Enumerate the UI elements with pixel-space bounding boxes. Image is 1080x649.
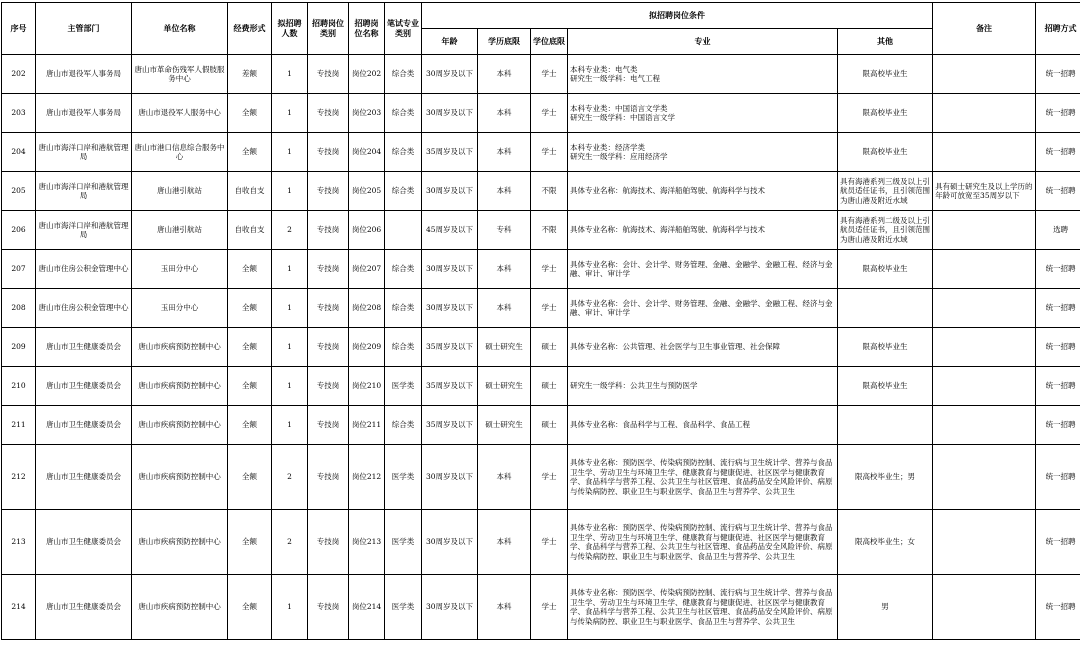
cell-remark [933, 55, 1036, 94]
cell-seq: 207 [2, 250, 36, 289]
cell-other: 具有海港系列二级及以上引航员适任证书，且引领范围为唐山港及附近水域 [838, 211, 933, 250]
cell-post-name: 岗位211 [349, 406, 385, 445]
cell-degree: 不限 [531, 172, 568, 211]
cell-method: 统一招聘 [1036, 406, 1080, 445]
cell-age: 30周岁及以下 [422, 575, 478, 640]
cell-post-type: 专技岗 [308, 445, 349, 510]
table-row [2, 55, 1080, 94]
cell-post-name: 岗位210 [349, 367, 385, 406]
cell-dept: 唐山市退役军人事务局 [36, 55, 132, 94]
cell-funding: 全额 [228, 133, 272, 172]
table-body [2, 55, 1080, 640]
cell-exam: 医学类 [385, 575, 422, 640]
cell-dept: 唐山市卫生健康委员会 [36, 445, 132, 510]
cell-unit: 唐山市疾病预防控制中心 [132, 575, 228, 640]
cell-funding: 自收自支 [228, 172, 272, 211]
cell-other: 限高校毕业生 [838, 367, 933, 406]
cell-remark [933, 94, 1036, 133]
cell-seq: 202 [2, 55, 36, 94]
cell-major: 具体专业名称：预防医学、传染病预防控制、流行病与卫生统计学、营养与食品卫生学、劳动卫生与环境卫生学、健康教育与健康促进、社区医学与健康教育学、食品科学与营养工程、公共卫生与社区管理、食品药品安全风险评价、病原与传染病防控、职业卫生与职业医学、食品卫生与营养学、公共卫生 [568, 510, 838, 575]
cell-funding: 全额 [228, 289, 272, 328]
cell-post-type: 专技岗 [308, 133, 349, 172]
cell-funding: 自收自支 [228, 211, 272, 250]
recruitment-table [1, 2, 1080, 640]
cell-major: 具体专业名称：预防医学、传染病预防控制、流行病与卫生统计学、营养与食品卫生学、劳动卫生与环境卫生学、健康教育与健康促进、社区医学与健康教育学、食品科学与营养工程、公共卫生与社区管理、食品药品安全风险评价、病原与传染病防控、职业卫生与职业医学、食品卫生与营养学、公共卫生 [568, 575, 838, 640]
cell-remark [933, 510, 1036, 575]
cell-count: 1 [272, 575, 308, 640]
header-post-name: 招聘岗位名称 [349, 3, 385, 55]
cell-count: 1 [272, 133, 308, 172]
table-row [2, 510, 1080, 575]
cell-exam: 综合类 [385, 328, 422, 367]
cell-count: 1 [272, 172, 308, 211]
table-row [2, 367, 1080, 406]
cell-edu: 专科 [478, 211, 531, 250]
cell-post-name: 岗位209 [349, 328, 385, 367]
cell-seq: 210 [2, 367, 36, 406]
header-edu: 学历底限 [478, 29, 531, 55]
cell-remark [933, 211, 1036, 250]
cell-other: 限高校毕业生；男 [838, 445, 933, 510]
cell-post-type: 专技岗 [308, 406, 349, 445]
cell-count: 1 [272, 250, 308, 289]
cell-dept: 唐山市退役军人事务局 [36, 94, 132, 133]
cell-post-type: 专技岗 [308, 367, 349, 406]
cell-post-type: 专技岗 [308, 172, 349, 211]
cell-dept: 唐山市住房公积金管理中心 [36, 289, 132, 328]
cell-dept: 唐山市卫生健康委员会 [36, 510, 132, 575]
cell-post-type: 专技岗 [308, 575, 349, 640]
cell-post-name: 岗位203 [349, 94, 385, 133]
header-exam: 笔试专业类别 [385, 3, 422, 55]
cell-dept: 唐山市海洋口岸和港航管理局 [36, 172, 132, 211]
cell-degree: 学士 [531, 575, 568, 640]
cell-other: 限高校毕业生 [838, 55, 933, 94]
cell-edu: 本科 [478, 289, 531, 328]
cell-unit: 唐山市革命伤残军人假肢服务中心 [132, 55, 228, 94]
cell-dept: 唐山市卫生健康委员会 [36, 575, 132, 640]
header-dept: 主管部门 [36, 3, 132, 55]
cell-method: 统一招聘 [1036, 250, 1080, 289]
cell-other: 限高校毕业生 [838, 328, 933, 367]
cell-degree: 硕士 [531, 367, 568, 406]
cell-major: 具体专业名称：航海技术、海洋船舶驾驶、航海科学与技术 [568, 211, 838, 250]
cell-seq: 208 [2, 289, 36, 328]
cell-edu: 本科 [478, 510, 531, 575]
cell-exam [385, 211, 422, 250]
cell-remark: 具有硕士研究生及以上学历的年龄可放宽至35周岁以下 [933, 172, 1036, 211]
cell-other [838, 289, 933, 328]
cell-other: 限高校毕业生 [838, 250, 933, 289]
cell-age: 30周岁及以下 [422, 172, 478, 211]
cell-edu: 本科 [478, 250, 531, 289]
table-row [2, 133, 1080, 172]
cell-remark [933, 575, 1036, 640]
cell-major: 具体专业名称：会计、会计学、财务管理、金融、金融学、金融工程、经济与金融、审计、审计学 [568, 250, 838, 289]
cell-funding: 全额 [228, 367, 272, 406]
cell-exam: 综合类 [385, 172, 422, 211]
cell-method: 统一招聘 [1036, 510, 1080, 575]
cell-major: 具体专业名称：航海技术、海洋船舶驾驶、航海科学与技术 [568, 172, 838, 211]
cell-edu: 本科 [478, 172, 531, 211]
cell-age: 35周岁及以下 [422, 328, 478, 367]
cell-post-name: 岗位205 [349, 172, 385, 211]
cell-method: 选聘 [1036, 211, 1080, 250]
cell-age: 35周岁及以下 [422, 367, 478, 406]
table-row [2, 406, 1080, 445]
cell-degree: 学士 [531, 250, 568, 289]
cell-post-name: 岗位208 [349, 289, 385, 328]
cell-major: 具体专业名称：食品科学与工程、食品科学、食品工程 [568, 406, 838, 445]
cell-post-type: 专技岗 [308, 250, 349, 289]
cell-exam: 综合类 [385, 94, 422, 133]
cell-post-type: 专技岗 [308, 55, 349, 94]
cell-remark [933, 406, 1036, 445]
cell-remark [933, 289, 1036, 328]
cell-seq: 214 [2, 575, 36, 640]
cell-post-name: 岗位204 [349, 133, 385, 172]
cell-major: 本科专业类：中国语言文学类 研究生一级学科：中国语言文学 [568, 94, 838, 133]
cell-major: 本科专业类：经济学类 研究生一级学科：应用经济学 [568, 133, 838, 172]
cell-remark [933, 367, 1036, 406]
cell-edu: 本科 [478, 133, 531, 172]
cell-dept: 唐山市海洋口岸和港航管理局 [36, 211, 132, 250]
cell-edu: 硕士研究生 [478, 367, 531, 406]
cell-method: 统一招聘 [1036, 172, 1080, 211]
cell-count: 2 [272, 211, 308, 250]
cell-degree: 学士 [531, 510, 568, 575]
cell-edu: 本科 [478, 575, 531, 640]
cell-post-name: 岗位212 [349, 445, 385, 510]
cell-post-name: 岗位206 [349, 211, 385, 250]
cell-count: 2 [272, 445, 308, 510]
cell-degree: 硕士 [531, 328, 568, 367]
cell-exam: 综合类 [385, 133, 422, 172]
table-row [2, 328, 1080, 367]
cell-remark [933, 133, 1036, 172]
cell-other: 限高校毕业生 [838, 94, 933, 133]
cell-remark [933, 445, 1036, 510]
cell-age: 30周岁及以下 [422, 289, 478, 328]
cell-funding: 全额 [228, 445, 272, 510]
cell-funding: 全额 [228, 250, 272, 289]
cell-funding: 全额 [228, 328, 272, 367]
cell-post-type: 专技岗 [308, 289, 349, 328]
cell-age: 45周岁及以下 [422, 211, 478, 250]
cell-dept: 唐山市住房公积金管理中心 [36, 250, 132, 289]
cell-funding: 全额 [228, 510, 272, 575]
cell-post-type: 专技岗 [308, 211, 349, 250]
cell-exam: 综合类 [385, 55, 422, 94]
cell-age: 35周岁及以下 [422, 133, 478, 172]
cell-other: 具有海港系列三级及以上引航员适任证书，且引领范围为唐山港及附近水域 [838, 172, 933, 211]
cell-post-name: 岗位214 [349, 575, 385, 640]
cell-other [838, 406, 933, 445]
cell-exam: 综合类 [385, 406, 422, 445]
cell-unit: 唐山市疾病预防控制中心 [132, 445, 228, 510]
cell-count: 2 [272, 510, 308, 575]
cell-seq: 203 [2, 94, 36, 133]
cell-exam: 医学类 [385, 367, 422, 406]
cell-other: 男 [838, 575, 933, 640]
cell-unit: 唐山市疾病预防控制中心 [132, 510, 228, 575]
cell-funding: 全额 [228, 406, 272, 445]
cell-seq: 211 [2, 406, 36, 445]
cell-count: 1 [272, 55, 308, 94]
cell-funding: 差额 [228, 55, 272, 94]
cell-other: 限高校毕业生 [838, 133, 933, 172]
header-age: 年龄 [422, 29, 478, 55]
cell-method: 统一招聘 [1036, 328, 1080, 367]
cell-method: 统一招聘 [1036, 445, 1080, 510]
cell-age: 30周岁及以下 [422, 55, 478, 94]
cell-degree: 学士 [531, 94, 568, 133]
cell-degree: 学士 [531, 133, 568, 172]
cell-age: 35周岁及以下 [422, 406, 478, 445]
cell-unit: 唐山市疾病预防控制中心 [132, 406, 228, 445]
table-row [2, 250, 1080, 289]
cell-unit: 玉田分中心 [132, 289, 228, 328]
table-row [2, 575, 1080, 640]
cell-exam: 医学类 [385, 510, 422, 575]
cell-degree: 学士 [531, 445, 568, 510]
cell-unit: 唐山港引航站 [132, 172, 228, 211]
cell-unit: 玉田分中心 [132, 250, 228, 289]
header-unit: 单位名称 [132, 3, 228, 55]
cell-remark [933, 328, 1036, 367]
cell-unit: 唐山市退役军人服务中心 [132, 94, 228, 133]
cell-remark [933, 250, 1036, 289]
header-seq: 序号 [2, 3, 36, 55]
cell-major: 具体专业名称：预防医学、传染病预防控制、流行病与卫生统计学、营养与食品卫生学、劳动卫生与环境卫生学、健康教育与健康促进、社区医学与健康教育学、食品科学与营养工程、公共卫生与社区管理、食品药品安全风险评价、病原与传染病防控、职业卫生与职业医学、食品卫生与营养学、公共卫生 [568, 445, 838, 510]
table-row [2, 445, 1080, 510]
cell-dept: 唐山市海洋口岸和港航管理局 [36, 133, 132, 172]
cell-unit: 唐山港引航站 [132, 211, 228, 250]
cell-degree: 学士 [531, 55, 568, 94]
cell-post-name: 岗位202 [349, 55, 385, 94]
header-degree: 学位底限 [531, 29, 568, 55]
cell-seq: 209 [2, 328, 36, 367]
cell-dept: 唐山市卫生健康委员会 [36, 328, 132, 367]
cell-method: 统一招聘 [1036, 575, 1080, 640]
cell-exam: 综合类 [385, 289, 422, 328]
cell-age: 30周岁及以下 [422, 510, 478, 575]
cell-seq: 205 [2, 172, 36, 211]
cell-age: 30周岁及以下 [422, 94, 478, 133]
cell-dept: 唐山市卫生健康委员会 [36, 367, 132, 406]
cell-exam: 医学类 [385, 445, 422, 510]
cell-funding: 全额 [228, 575, 272, 640]
cell-post-type: 专技岗 [308, 328, 349, 367]
cell-post-name: 岗位213 [349, 510, 385, 575]
header-method: 招聘方式 [1036, 3, 1080, 55]
cell-degree: 学士 [531, 289, 568, 328]
cell-major: 具体专业名称：会计、会计学、财务管理、金融、金融学、金融工程、经济与金融、审计、审计学 [568, 289, 838, 328]
cell-degree: 不限 [531, 211, 568, 250]
cell-edu: 本科 [478, 445, 531, 510]
cell-method: 统一招聘 [1036, 367, 1080, 406]
cell-seq: 204 [2, 133, 36, 172]
table-row [2, 94, 1080, 133]
header-post-type: 招聘岗位类别 [308, 3, 349, 55]
cell-count: 1 [272, 94, 308, 133]
cell-post-type: 专技岗 [308, 94, 349, 133]
cell-seq: 212 [2, 445, 36, 510]
cell-seq: 213 [2, 510, 36, 575]
cell-unit: 唐山市港口信息综合服务中心 [132, 133, 228, 172]
cell-major: 研究生一级学科：公共卫生与预防医学 [568, 367, 838, 406]
header-other: 其他 [838, 29, 933, 55]
cell-major: 本科专业类：电气类 研究生一级学科：电气工程 [568, 55, 838, 94]
cell-count: 1 [272, 328, 308, 367]
cell-funding: 全额 [228, 94, 272, 133]
cell-degree: 硕士 [531, 406, 568, 445]
cell-age: 30周岁及以下 [422, 445, 478, 510]
header-conditions: 拟招聘岗位条件 [422, 3, 933, 29]
cell-post-name: 岗位207 [349, 250, 385, 289]
cell-edu: 本科 [478, 94, 531, 133]
cell-method: 统一招聘 [1036, 55, 1080, 94]
cell-edu: 硕士研究生 [478, 328, 531, 367]
header-row-top [2, 3, 1080, 29]
cell-other: 限高校毕业生；女 [838, 510, 933, 575]
cell-edu: 本科 [478, 55, 531, 94]
cell-edu: 硕士研究生 [478, 406, 531, 445]
cell-post-type: 专技岗 [308, 510, 349, 575]
table-row [2, 289, 1080, 328]
cell-major: 具体专业名称：公共管理、社会医学与卫生事业管理、社会保障 [568, 328, 838, 367]
cell-dept: 唐山市卫生健康委员会 [36, 406, 132, 445]
header-major: 专业 [568, 29, 838, 55]
header-remark: 备注 [933, 3, 1036, 55]
cell-unit: 唐山市疾病预防控制中心 [132, 367, 228, 406]
cell-method: 统一招聘 [1036, 289, 1080, 328]
cell-count: 1 [272, 289, 308, 328]
cell-seq: 206 [2, 211, 36, 250]
cell-unit: 唐山市疾病预防控制中心 [132, 328, 228, 367]
header-count: 拟招聘人数 [272, 3, 308, 55]
header-funding: 经费形式 [228, 3, 272, 55]
table-row [2, 211, 1080, 250]
cell-method: 统一招聘 [1036, 94, 1080, 133]
cell-age: 30周岁及以下 [422, 250, 478, 289]
table-row [2, 172, 1080, 211]
cell-method: 统一招聘 [1036, 133, 1080, 172]
cell-exam: 综合类 [385, 250, 422, 289]
cell-count: 1 [272, 367, 308, 406]
cell-count: 1 [272, 406, 308, 445]
